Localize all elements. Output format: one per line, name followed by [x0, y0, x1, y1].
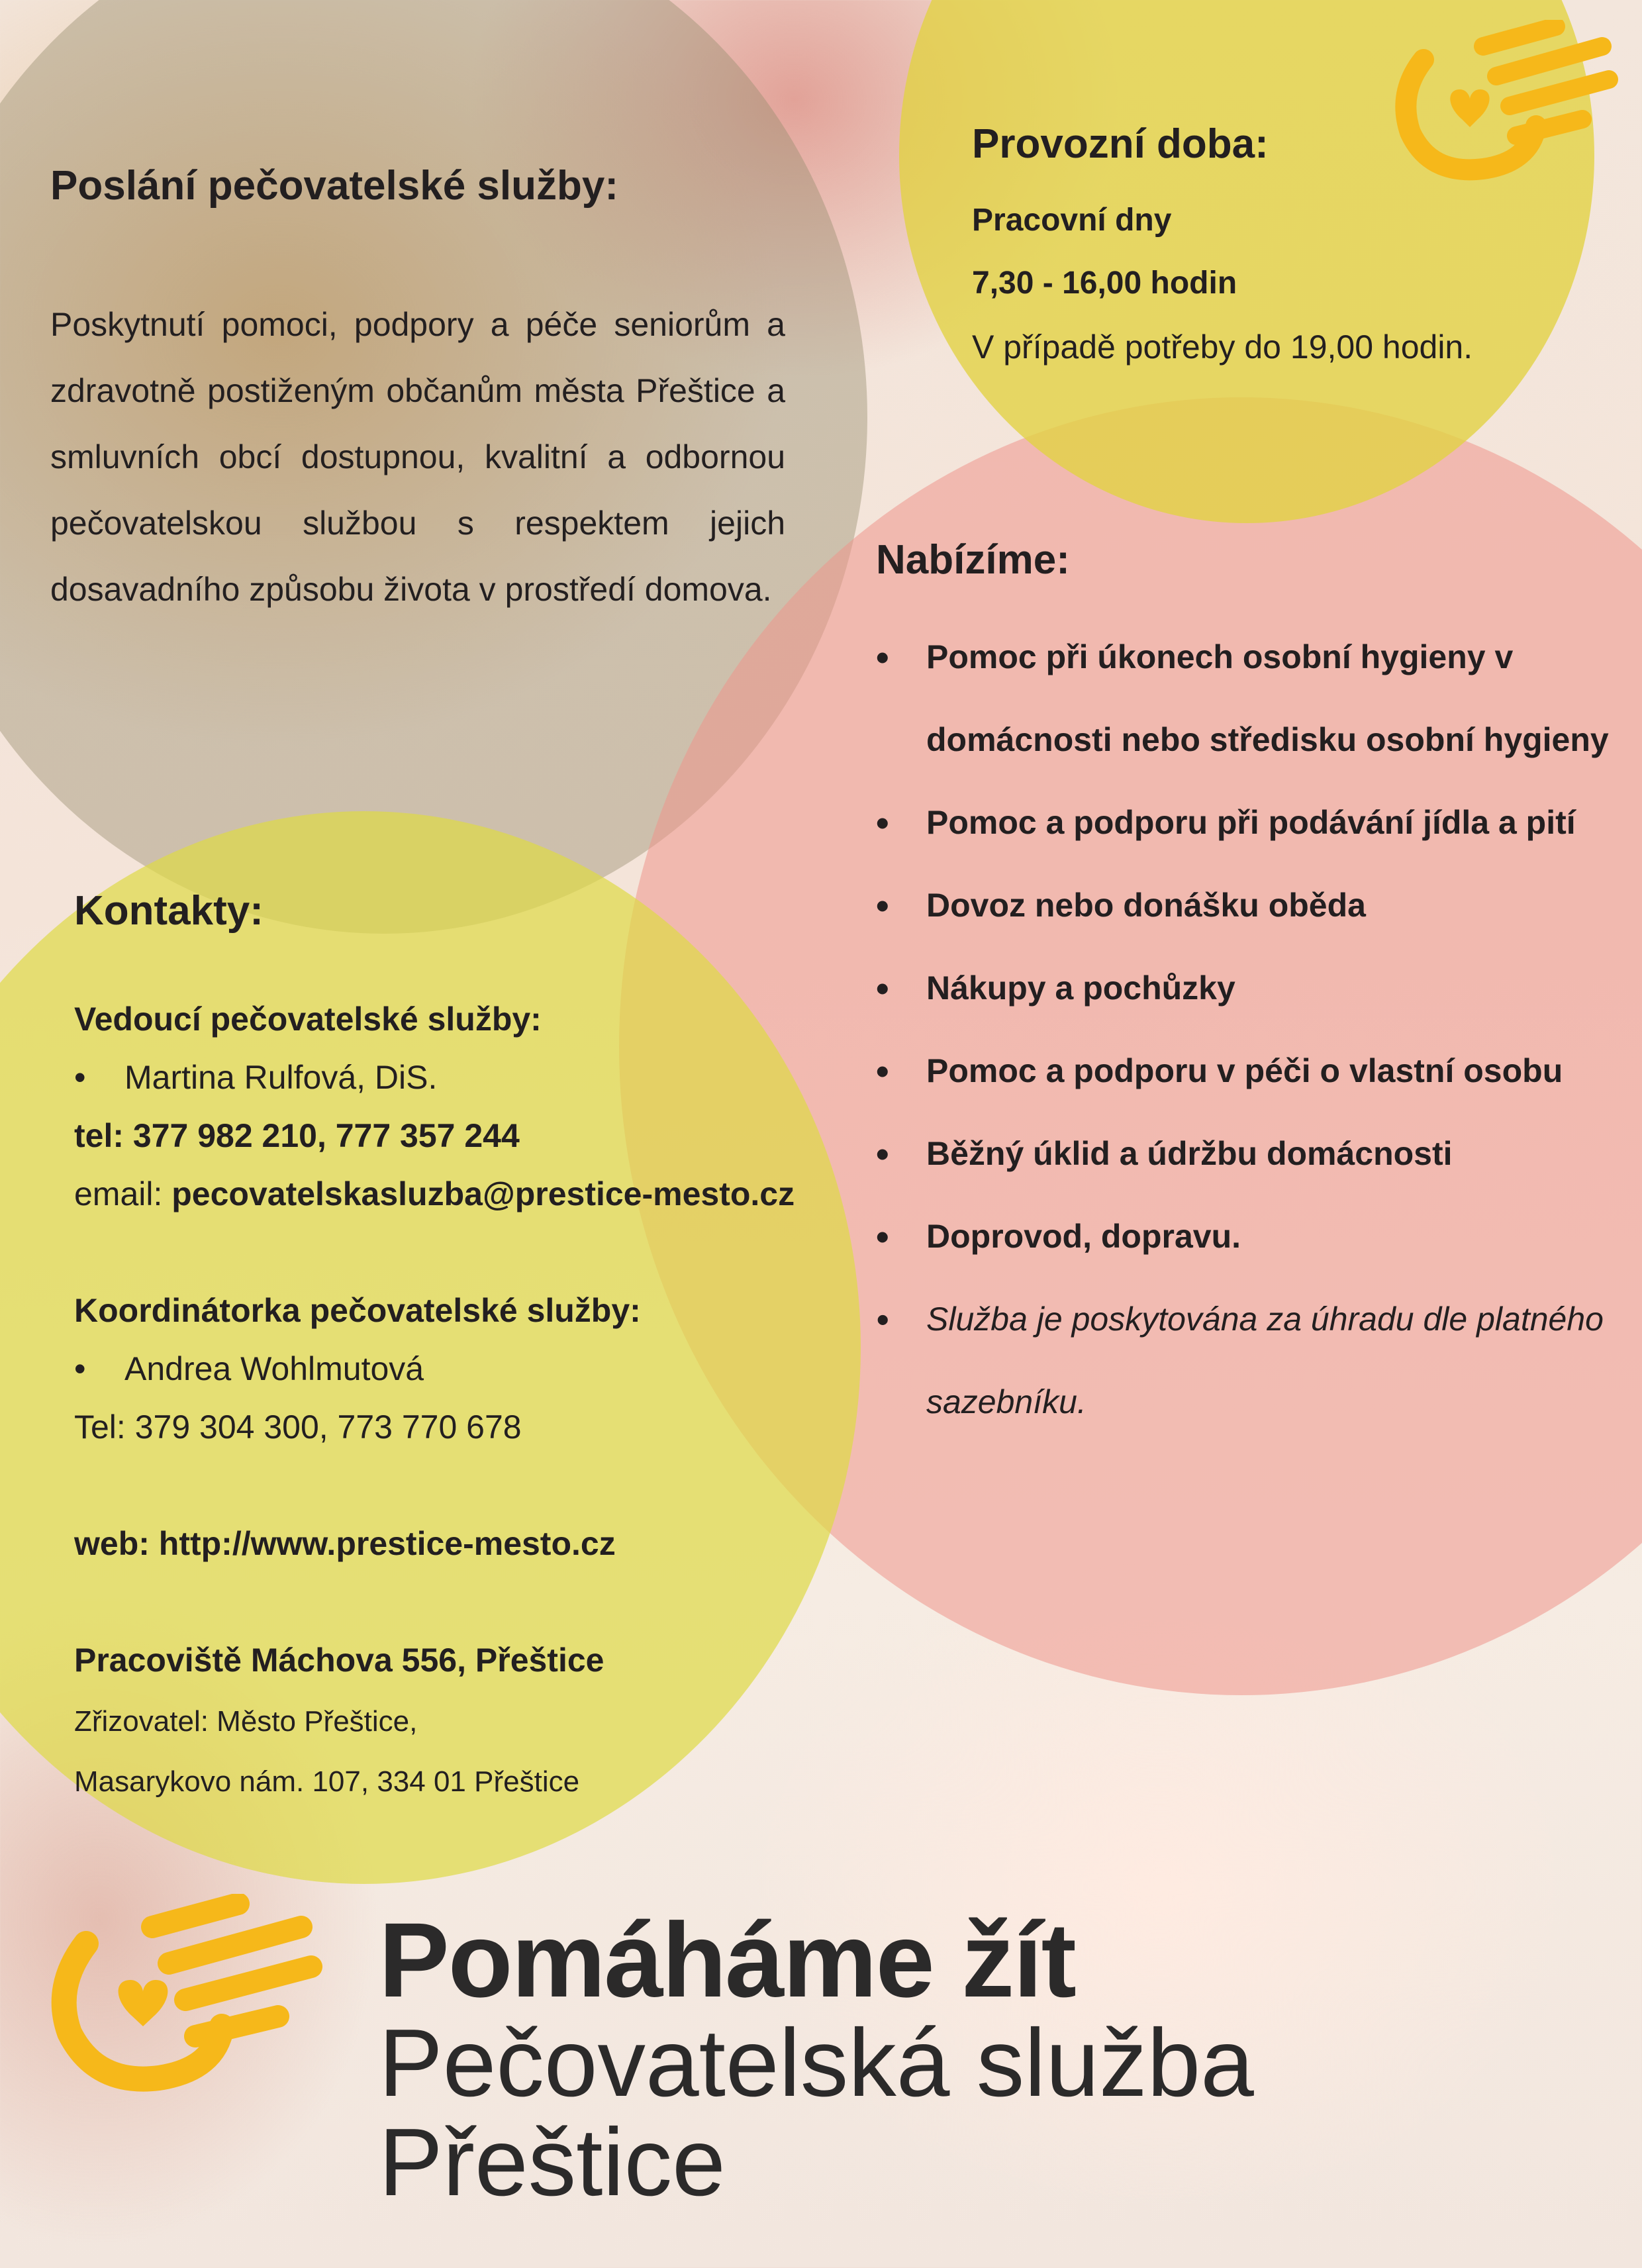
slogan-service-name: Pečovatelská služba [379, 2009, 1254, 2116]
coord-title: Koordinátorka pečovatelské služby: [74, 1292, 641, 1329]
offer-list [876, 616, 1624, 1444]
founder-address: Masarykovo nám. 107, 334 01 Přeštice [74, 1765, 580, 1798]
hours-time: 7,30 - 16,00 hodin [972, 266, 1237, 301]
hand-heart-logo-icon [40, 1894, 324, 2099]
workplace: Pracoviště Máchova 556, Přeštice [74, 1642, 604, 1679]
offer-item: • Pomoc při úkonech osobní hygieny v domácnosti nebo středisku osobní hygieny [876, 616, 1624, 781]
offer-item: • Běžný úklid a údržbu domácnosti [876, 1112, 1624, 1195]
email-label: email: [74, 1175, 172, 1212]
offer-item: • Pomoc a podporu v péči o vlastní osobu [876, 1030, 1624, 1112]
hand-heart-logo-icon [1384, 20, 1622, 185]
email-link[interactable]: pecovatelskasluzba@prestice-mesto.cz [171, 1175, 795, 1212]
offer-payment-note: • Služba je poskytována za úhradu dle platného sazebníku. [876, 1278, 1624, 1444]
head-title: Vedoucí pečovatelské služby: [74, 1001, 542, 1038]
slogan-town: Přeštice [379, 2108, 726, 2216]
head-phone[interactable]: tel: 377 982 210, 777 357 244 [74, 1117, 520, 1154]
slogan-title: Pomáháme žít [379, 1900, 1075, 2019]
offer-item: • Pomoc a podporu při podávání jídla a pití [876, 781, 1624, 864]
hours-heading: Provozní doba: [972, 121, 1269, 167]
founder: Zřizovatel: Město Přeštice, [74, 1705, 418, 1738]
web-link[interactable]: web: http://www.prestice-mesto.cz [74, 1525, 616, 1562]
email-line [74, 1175, 795, 1213]
hours-days: Pracovní dny [972, 203, 1172, 238]
head-name-text: Martina Rulfová, DiS. [124, 1059, 438, 1096]
offer-item: • Doprovod, dopravu. [876, 1195, 1624, 1278]
coord-name [74, 1350, 424, 1388]
coord-phone[interactable]: Tel: 379 304 300, 773 770 678 [74, 1408, 522, 1446]
slogan [379, 1900, 1254, 2216]
head-name [74, 1058, 437, 1097]
contacts-heading: Kontakty: [74, 888, 264, 934]
offer-item: • Dovoz nebo donášku oběda [876, 864, 1624, 947]
mission-text: Poskytnutí pomoci, podpory a péče seniorům a zdravotně postiženým občanům města Přeštice a smluvních obcí dostupnou, kvalitní a odbornou pečovatelskou službou s respektem jejich dosavadního způsobu života v prostředí domova. [50, 306, 785, 608]
hours-note: V případě potřeby do 19,00 hodin. [972, 328, 1473, 366]
offer-heading: Nabízíme: [876, 537, 1070, 583]
offer-item: • Nákupy a pochůzky [876, 947, 1624, 1030]
mission-heading: Poslání pečovatelské služby: [50, 163, 619, 209]
coord-name-text: Andrea Wohlmutová [124, 1350, 424, 1387]
